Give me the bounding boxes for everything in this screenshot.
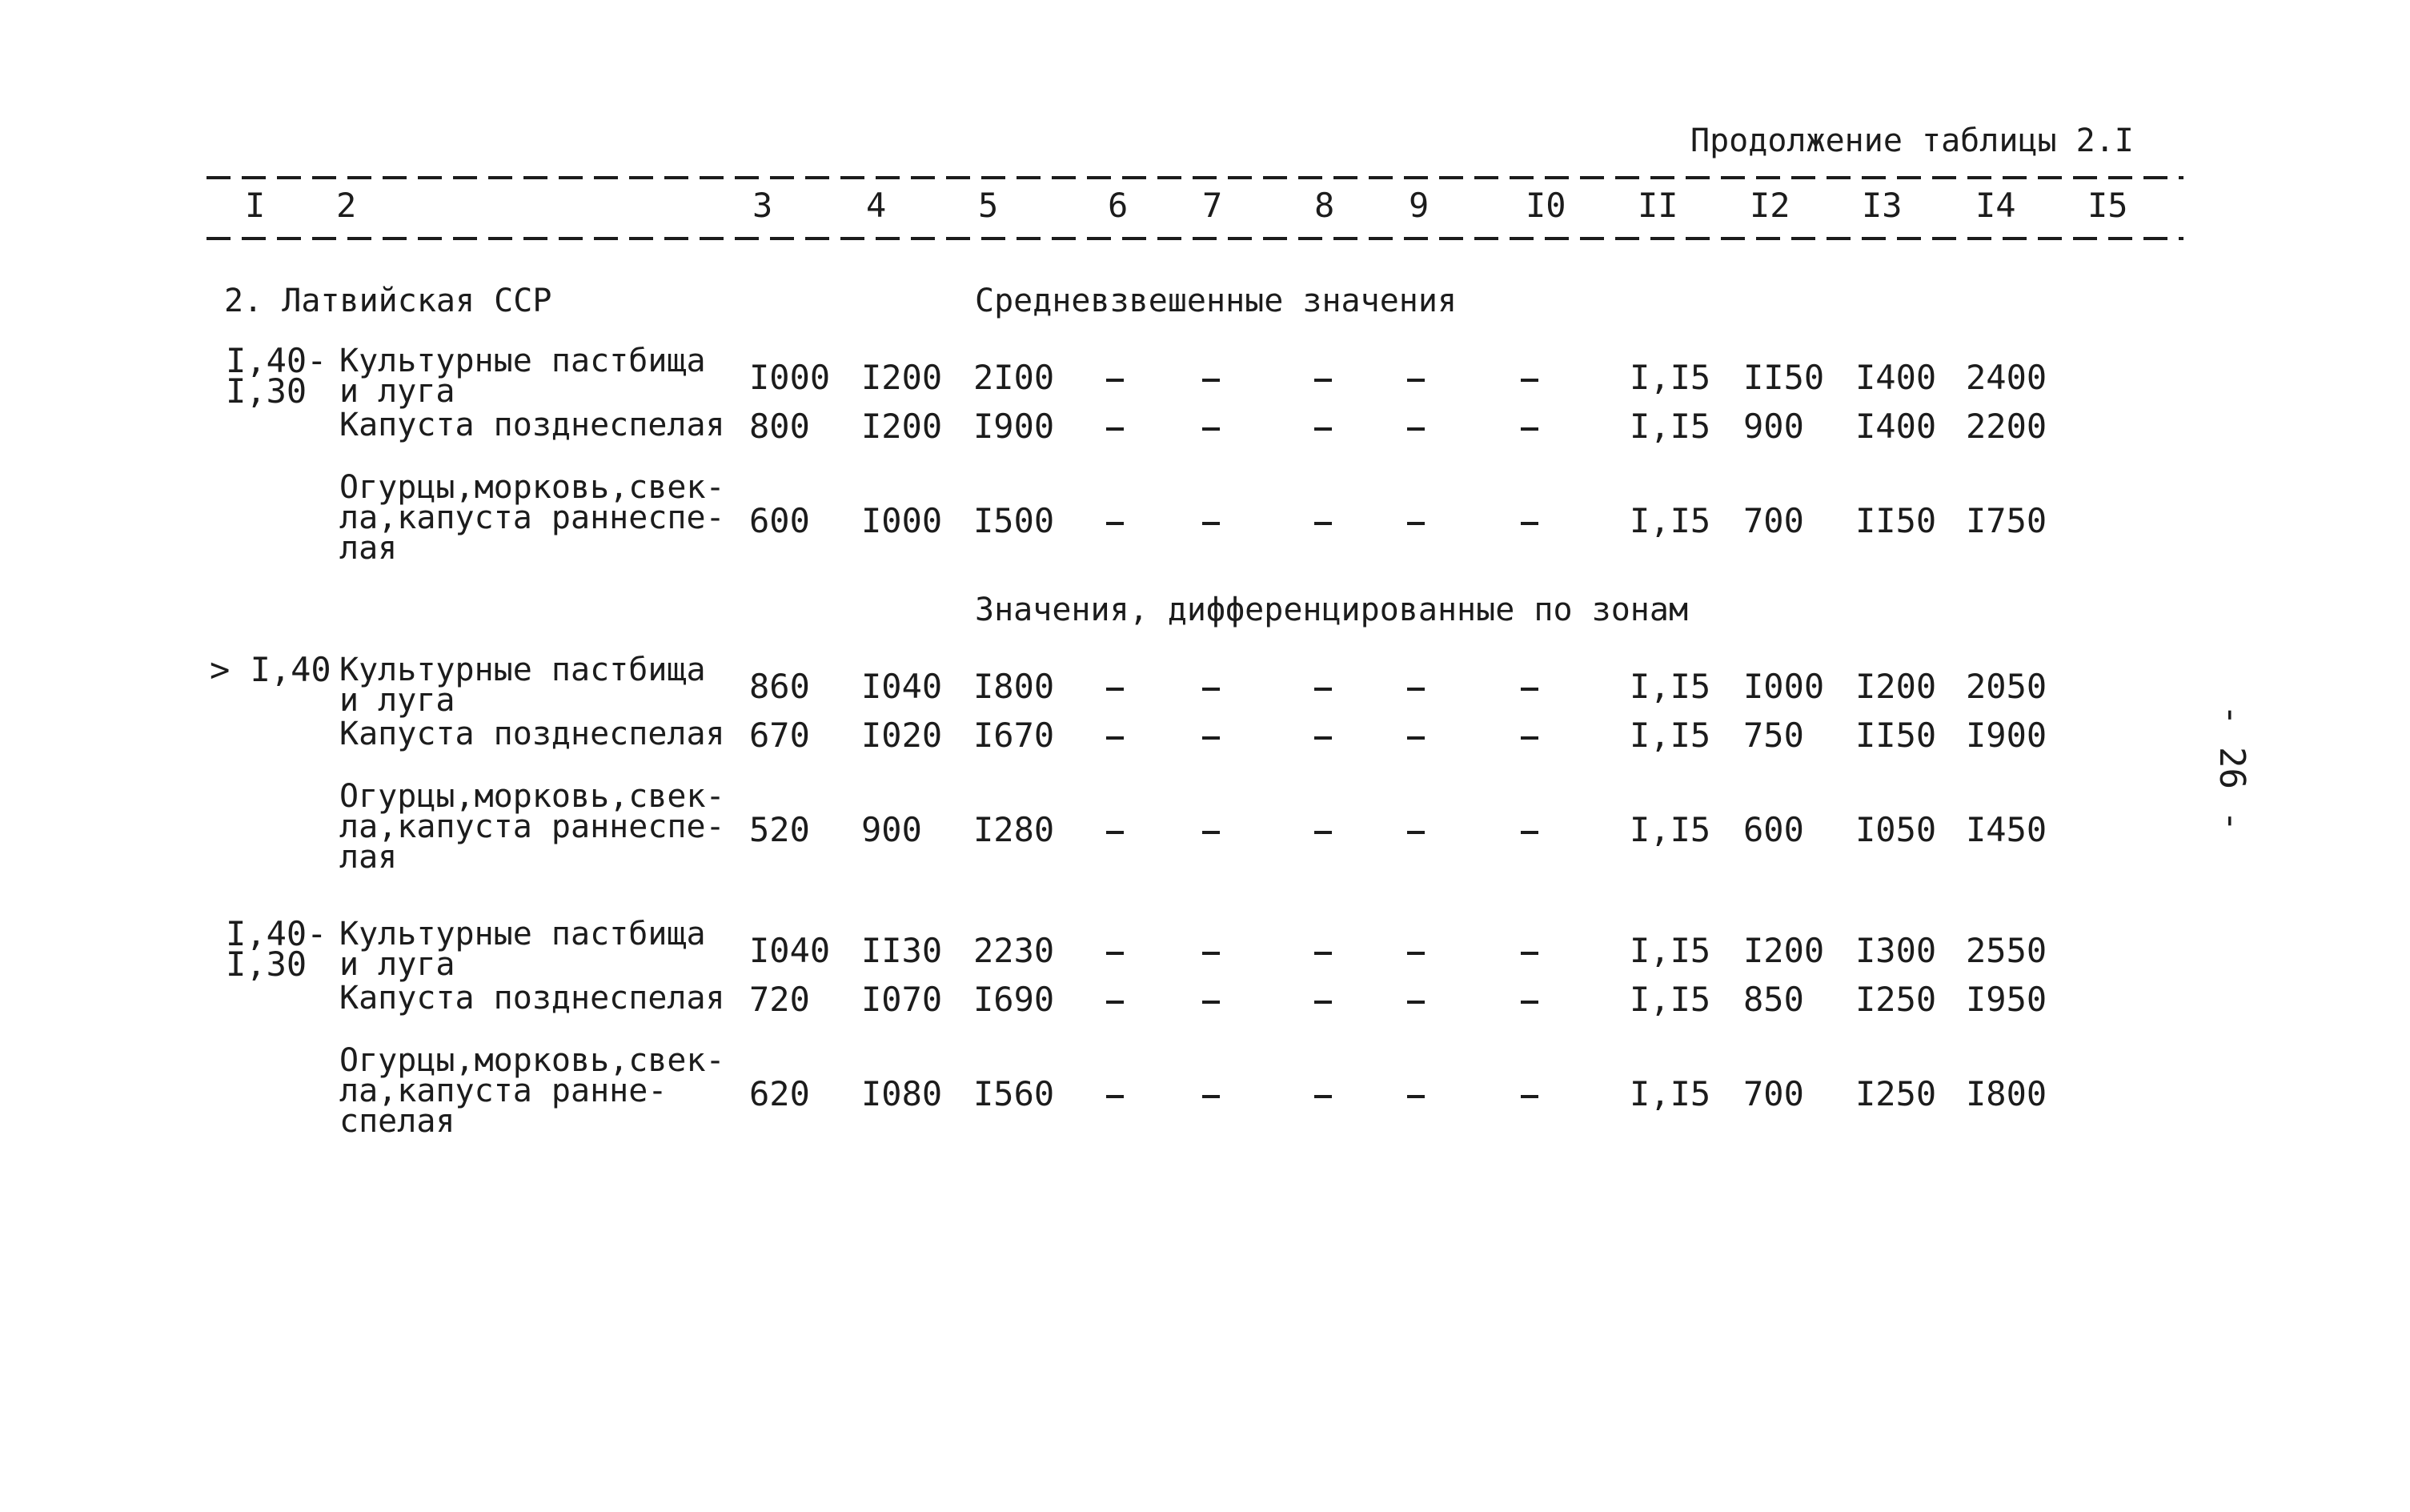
cell-value: I,I5 [1630,810,1711,849]
empty-cell-dash [1521,736,1538,740]
crop-name-line: лая [339,530,398,567]
cell-value: 600 [1743,810,1804,849]
column-header: 7 [1202,186,1223,225]
cell-value: 600 [749,501,810,540]
cell-value: I020 [861,716,943,755]
empty-cell-dash [1521,1095,1538,1098]
empty-cell-dash [1202,736,1220,740]
column-header: 8 [1314,186,1335,225]
column-header: I2 [1750,186,1790,225]
slope-value: I,40- [226,914,327,953]
cell-value: 720 [749,980,810,1019]
empty-cell-dash [1314,1095,1332,1098]
cell-value: I950 [1966,980,2047,1019]
crop-name-line: ла,капуста раннеспе- [339,808,725,845]
cell-value: I000 [861,501,943,540]
empty-cell-dash [1407,736,1425,740]
cell-value: I200 [1855,667,1937,706]
cell-value: 620 [749,1074,810,1113]
cell-value: 700 [1743,501,1804,540]
crop-name-line: и луга [339,682,455,719]
crop-name-line: Капуста позднеспелая [339,716,725,752]
column-header: I5 [2087,186,2128,225]
empty-cell-dash [1106,1095,1124,1098]
cell-value: 750 [1743,716,1804,755]
crop-name [339,652,706,719]
cell-value: I250 [1855,1074,1937,1113]
empty-cell-dash [1106,688,1124,691]
column-header: I [245,186,266,225]
empty-cell-dash [1521,688,1538,691]
empty-cell-dash [1202,952,1220,955]
column-header: 5 [978,186,999,225]
cell-value: I300 [1855,931,1937,970]
empty-cell-dash [1106,379,1124,382]
cell-value: 2550 [1966,931,2047,970]
empty-cell-dash [1202,688,1220,691]
cell-value: 670 [749,716,810,755]
cell-value: I,I5 [1630,1074,1711,1113]
crop-name-line: Огурцы,морковь,свек- [339,469,725,506]
cell-value: I400 [1855,407,1937,446]
crop-name [339,343,706,410]
cell-value: II50 [1855,501,1937,540]
empty-cell-dash [1106,736,1124,740]
empty-cell-dash [1202,522,1220,525]
cell-value: I250 [1855,980,1937,1019]
header-bottom-rule [207,237,2183,240]
empty-cell-dash [1202,1095,1220,1098]
cell-value: 520 [749,810,810,849]
column-header: 9 [1409,186,1430,225]
cell-value: I560 [973,1074,1055,1113]
slope-value: I,30 [226,371,307,411]
cell-value: 2200 [1966,407,2047,446]
cell-value: I800 [973,667,1055,706]
empty-cell-dash [1314,831,1332,834]
empty-cell-dash [1314,952,1332,955]
section-heading: Значения, дифференцированные по зонам [975,592,1689,628]
cell-value: I000 [1743,667,1825,706]
cell-value: I,I5 [1630,501,1711,540]
cell-value: I200 [861,358,943,397]
crop-name [339,469,725,567]
empty-cell-dash [1106,522,1124,525]
cell-value: I040 [749,931,831,970]
cell-value: I,I5 [1630,667,1711,706]
region-heading: 2. Латвийская ССР [224,283,552,319]
cell-value: 900 [1743,407,1804,446]
empty-cell-dash [1521,1001,1538,1004]
empty-cell-dash [1202,831,1220,834]
cell-value: 2050 [1966,667,2047,706]
crop-name [339,980,725,1017]
section-heading: Средневзвешенные значения [975,283,1458,319]
cell-value: I,I5 [1630,931,1711,970]
empty-cell-dash [1314,379,1332,382]
crop-name-line: ла,капуста ранне- [339,1073,668,1109]
crop-name-line: Культурные пастбища [339,652,706,688]
column-header: 3 [752,186,773,225]
cell-value: II50 [1855,716,1937,755]
crop-name-line: Огурцы,морковь,свек- [339,1042,725,1079]
crop-name [339,1042,725,1140]
crop-name [339,407,725,443]
page-number: - 26 - [2212,704,2252,832]
crop-name [339,778,725,876]
cell-value: I500 [973,501,1055,540]
empty-cell-dash [1314,522,1332,525]
empty-cell-dash [1521,379,1538,382]
crop-name-line: ла,капуста раннеспе- [339,499,725,536]
cell-value: I,I5 [1630,980,1711,1019]
crop-name-line: Капуста позднеспелая [339,407,725,443]
empty-cell-dash [1106,831,1124,834]
crop-name-line: Культурные пастбища [339,343,706,379]
cell-value: I,I5 [1630,407,1711,446]
crop-name-line: и луга [339,946,455,983]
empty-cell-dash [1314,688,1332,691]
empty-cell-dash [1106,427,1124,431]
empty-cell-dash [1407,952,1425,955]
empty-cell-dash [1521,952,1538,955]
cell-value: I050 [1855,810,1937,849]
table-caption: Продолжение таблицы 2.I [1690,122,2134,159]
crop-name-line: лая [339,839,398,876]
column-header: 2 [336,186,357,225]
cell-value: II50 [1743,358,1825,397]
empty-cell-dash [1314,736,1332,740]
cell-value: I280 [973,810,1055,849]
empty-cell-dash [1106,1001,1124,1004]
cell-value: I750 [1966,501,2047,540]
empty-cell-dash [1202,1001,1220,1004]
cell-value: 850 [1743,980,1804,1019]
empty-cell-dash [1521,522,1538,525]
column-header: I3 [1862,186,1903,225]
slope-value: I,30 [226,944,307,984]
slope-value: > I,40 [210,650,331,689]
empty-cell-dash [1407,379,1425,382]
cell-value: I800 [1966,1074,2047,1113]
empty-cell-dash [1407,688,1425,691]
empty-cell-dash [1314,427,1332,431]
empty-cell-dash [1106,952,1124,955]
cell-value: I450 [1966,810,2047,849]
crop-name [339,916,706,983]
crop-name-line: Культурные пастбища [339,916,706,953]
column-header: 6 [1108,186,1129,225]
crop-name-line: Капуста позднеспелая [339,980,725,1017]
cell-value: 2400 [1966,358,2047,397]
cell-value: II30 [861,931,943,970]
cell-value: 2I00 [973,358,1055,397]
slope-value: I,40- [226,341,327,380]
cell-value: I,I5 [1630,716,1711,755]
cell-value: I200 [1743,931,1825,970]
empty-cell-dash [1314,1001,1332,1004]
cell-value: I,I5 [1630,358,1711,397]
empty-cell-dash [1407,1001,1425,1004]
column-header: 4 [866,186,887,225]
cell-value: I040 [861,667,943,706]
cell-value: I200 [861,407,943,446]
header-top-rule [207,176,2183,179]
cell-value: I000 [749,358,831,397]
column-header: II [1638,186,1678,225]
cell-value: I080 [861,1074,943,1113]
column-header: I0 [1526,186,1566,225]
cell-value: I690 [973,980,1055,1019]
empty-cell-dash [1521,427,1538,431]
cell-value: I900 [973,407,1055,446]
cell-value: 800 [749,407,810,446]
column-header: I4 [1975,186,2016,225]
empty-cell-dash [1407,831,1425,834]
cell-value: 700 [1743,1074,1804,1113]
cell-value: I900 [1966,716,2047,755]
empty-cell-dash [1202,427,1220,431]
cell-value: 860 [749,667,810,706]
crop-name [339,716,725,752]
cell-value: I670 [973,716,1055,755]
cell-value: I070 [861,980,943,1019]
cell-value: I400 [1855,358,1937,397]
empty-cell-dash [1521,831,1538,834]
crop-name-line: спелая [339,1103,455,1140]
crop-name-line: Огурцы,морковь,свек- [339,778,725,815]
empty-cell-dash [1407,1095,1425,1098]
cell-value: 900 [861,810,922,849]
crop-name-line: и луга [339,373,455,410]
cell-value: 2230 [973,931,1055,970]
empty-cell-dash [1202,379,1220,382]
empty-cell-dash [1407,427,1425,431]
empty-cell-dash [1407,522,1425,525]
